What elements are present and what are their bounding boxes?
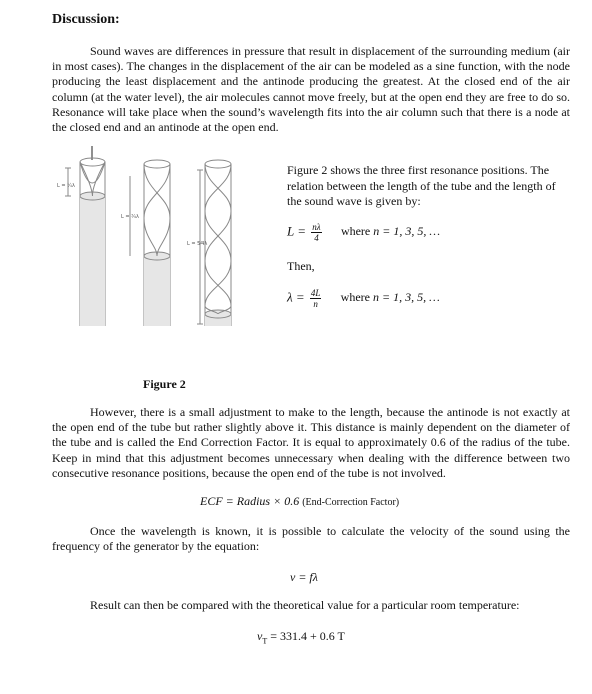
velocity-paragraph [52,524,570,554]
vt-rhs: = 331.4 + 0.6 T [267,629,345,643]
vt-subscript: T [262,636,268,646]
resonance-figure [55,146,265,346]
length-eq-condition: n = 1, 3, 5, … [373,224,441,239]
wavelength-eq-fraction [310,288,322,309]
length-eq-denominator: 4 [314,233,319,243]
vt-symbol: v [257,629,263,643]
wavelength-eq-denominator: n [313,299,318,309]
ecf-expression: ECF = Radius × 0.6 [200,494,300,508]
ecf-equation [200,494,399,509]
result-paragraph [52,598,570,613]
wavelength-eq-numerator: 4L [310,288,321,298]
wavelength-equation [287,288,440,309]
wavelength-eq-lhs: λ = [287,289,305,305]
length-eq-lhs: L = [287,223,307,239]
figure-description: Figure 2 shows the three first resonance positions. The relation between the length of the tube and the length of the sound wave is given by: [287,163,556,208]
tube-2 [130,160,170,326]
tube-2-length-label: L = ¾λ [121,214,139,220]
intro-paragraph-text: Sound waves are differences in pressure that result in displacement of the surrounding medium (air in most cases). The changes in the displacement of the air can be modeled as a sine function, with the node producing the least displacement and the antinode producing the greatest. At the closed end of the air column (at the water level), the air molecules cannot move freely, but at the open end they are free to do so. Resonance will take place when the sound’s wavelength fits into the air column such that there is a node at the closed end and an antinode at the open end. [52,44,570,135]
then-text: Then, [287,259,315,273]
end-correction-paragraph [52,405,570,481]
result-paragraph-text: Result can then be compared with the theoretical value for a particular room temperature: [90,598,520,612]
velocity-paragraph-text: Once the wavelength is known, it is possible to calculate the velocity of the sound using the frequency of the generator by the equation: [52,524,570,554]
velocity-equation: v = fλ [290,570,318,584]
ecf-label: (End-Correction Factor) [302,497,400,508]
section-heading: Discussion: [52,12,120,27]
intro-paragraph [52,44,570,135]
wavelength-eq-condition: n = 1, 3, 5, … [373,290,440,305]
tube-1-length-label: L = ¼λ [57,183,75,189]
length-eq-fraction [311,222,321,243]
length-eq-where: where [340,224,371,239]
length-equation [287,222,440,243]
wavelength-eq-where: where [340,290,370,305]
tube-3-length-label: L = 5⁄4λ [187,241,208,247]
length-eq-numerator: nλ [312,222,321,232]
theoretical-velocity-equation [257,629,345,645]
end-correction-paragraph-text: However, there is a small adjustment to make to the length, because the antinode is not exactly at the open end of the tube but rather slightly above it. This distance is mainly dependent on the diameter of the tube and is called the End Correction Factor. It is equal to approximately 0.6 of the radius of the tube. Keep in mind that this adjustment becomes unnecessary when dealing with the difference between two consecutive resonance positions, because the open end of the tube is not involved. [52,405,570,480]
figure-caption: Figure 2 [143,377,186,391]
